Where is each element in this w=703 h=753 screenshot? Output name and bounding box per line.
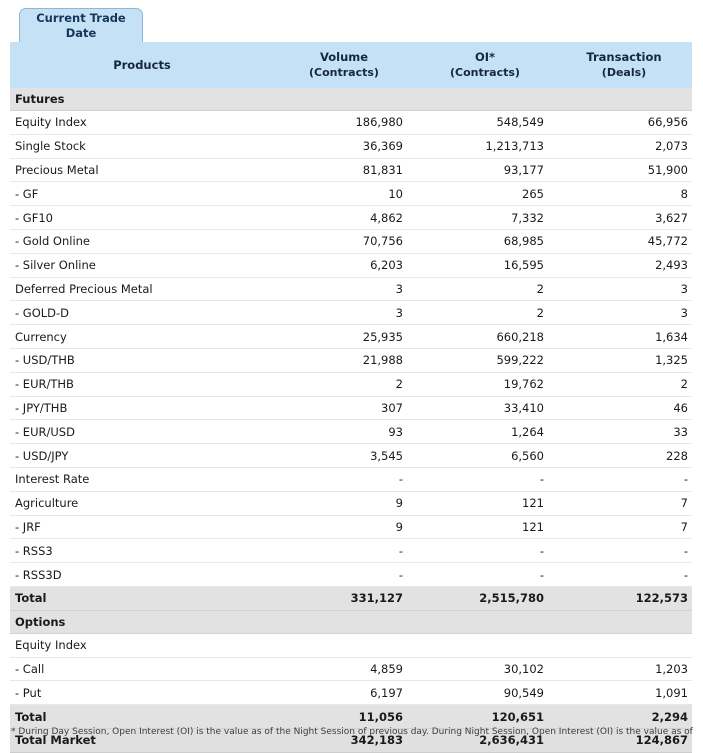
cell-volume: 186,980: [274, 111, 414, 135]
table-row[interactable]: [10, 158, 692, 182]
table-row[interactable]: [10, 206, 692, 230]
cell-transaction: 7: [556, 491, 692, 515]
table-row[interactable]: [10, 420, 692, 444]
table-row[interactable]: [10, 229, 692, 253]
cell-product: Equity Index: [10, 111, 274, 135]
cell-volume: 307: [274, 396, 414, 420]
table-row[interactable]: [10, 633, 692, 657]
cell-volume: 6,197: [274, 681, 414, 705]
cell-oi: 599,222: [414, 348, 556, 372]
cell-product: Total Market: [10, 728, 274, 752]
cell-product: Equity Index: [10, 633, 274, 657]
cell-volume: 3: [274, 277, 414, 301]
table-row[interactable]: [10, 563, 692, 587]
tab-title-label: Current Trade Date: [36, 11, 126, 40]
cell-volume: 93: [274, 420, 414, 444]
cell-transaction: 124,867: [556, 728, 692, 752]
cell-oi: 121: [414, 491, 556, 515]
cell-product: Precious Metal: [10, 158, 274, 182]
cell-product: - Call: [10, 657, 274, 681]
table-row[interactable]: [10, 444, 692, 468]
cell-oi: 120,651: [414, 705, 556, 729]
cell-oi: 1,213,713: [414, 134, 556, 158]
cell-transaction: 33: [556, 420, 692, 444]
table-row[interactable]: [10, 348, 692, 372]
cell-volume: 81,831: [274, 158, 414, 182]
cell-oi: 6,560: [414, 444, 556, 468]
table-row[interactable]: [10, 396, 692, 420]
cell-transaction: 1,325: [556, 348, 692, 372]
column-header-products[interactable]: [10, 42, 274, 88]
cell-product: Single Stock: [10, 134, 274, 158]
cell-volume: 342,183: [274, 728, 414, 752]
cell-transaction: -: [556, 539, 692, 563]
cell-transaction: 3: [556, 277, 692, 301]
table-row[interactable]: [10, 277, 692, 301]
cell-transaction: 122,573: [556, 586, 692, 610]
cell-volume: 25,935: [274, 325, 414, 349]
cell-product: - GF: [10, 182, 274, 206]
cell-volume: -: [274, 563, 414, 587]
cell-product: - GF10: [10, 206, 274, 230]
table-row[interactable]: [10, 539, 692, 563]
cell-product: - EUR/THB: [10, 372, 274, 396]
table-row[interactable]: [10, 467, 692, 491]
cell-volume: -: [274, 467, 414, 491]
cell-oi: 93,177: [414, 158, 556, 182]
cell-transaction: 51,900: [556, 158, 692, 182]
cell-transaction: 2,294: [556, 705, 692, 729]
cell-volume: 21,988: [274, 348, 414, 372]
cell-product: Deferred Precious Metal: [10, 277, 274, 301]
cell-product: - Silver Online: [10, 253, 274, 277]
cell-oi: [414, 633, 556, 657]
table-row[interactable]: [10, 372, 692, 396]
cell-oi: 660,218: [414, 325, 556, 349]
cell-transaction: 3,627: [556, 206, 692, 230]
cell-product: - RSS3D: [10, 563, 274, 587]
cell-product: - EUR/USD: [10, 420, 274, 444]
table-row[interactable]: [10, 111, 692, 135]
cell-oi: 2,515,780: [414, 586, 556, 610]
cell-volume: [274, 633, 414, 657]
oi-footnote: * During Day Session, Open Interest (OI) is the value as of the Night Session of previous day. During Night Session, Open Interest (OI) is the value as of: [11, 727, 693, 737]
cell-transaction: 66,956: [556, 111, 692, 135]
cell-oi: 2: [414, 277, 556, 301]
cell-transaction: [556, 633, 692, 657]
section-header-label: Futures: [10, 88, 692, 111]
cell-product: - JRF: [10, 515, 274, 539]
cell-oi: 121: [414, 515, 556, 539]
cell-transaction: 1,091: [556, 681, 692, 705]
section-total-row[interactable]: [10, 586, 692, 610]
table-row[interactable]: [10, 325, 692, 349]
cell-transaction: 1,203: [556, 657, 692, 681]
cell-product: Agriculture: [10, 491, 274, 515]
cell-volume: 331,127: [274, 586, 414, 610]
table-header: [10, 42, 692, 88]
cell-product: Interest Rate: [10, 467, 274, 491]
cell-volume: 70,756: [274, 229, 414, 253]
column-header-products-label: Products: [113, 58, 171, 72]
cell-transaction: 2: [556, 372, 692, 396]
section-header-label: Options: [10, 610, 692, 633]
cell-transaction: 1,634: [556, 325, 692, 349]
section-header-row: [10, 88, 692, 111]
column-header-oi[interactable]: [414, 42, 556, 88]
cell-product: Total: [10, 705, 274, 729]
cell-oi: -: [414, 539, 556, 563]
cell-volume: 3,545: [274, 444, 414, 468]
cell-volume: 9: [274, 515, 414, 539]
cell-transaction: 228: [556, 444, 692, 468]
column-header-volume-unit: (Contracts): [309, 66, 379, 79]
cell-transaction: 3: [556, 301, 692, 325]
cell-transaction: 2,073: [556, 134, 692, 158]
cell-volume: 2: [274, 372, 414, 396]
cell-volume: 11,056: [274, 705, 414, 729]
cell-product: - Put: [10, 681, 274, 705]
cell-oi: 2,636,431: [414, 728, 556, 752]
cell-product: Total: [10, 586, 274, 610]
column-header-transaction[interactable]: [556, 42, 692, 88]
column-header-volume[interactable]: [274, 42, 414, 88]
cell-oi: 265: [414, 182, 556, 206]
cell-volume: 36,369: [274, 134, 414, 158]
tab-strip: [0, 0, 703, 42]
cell-transaction: 8: [556, 182, 692, 206]
section-header-row: [10, 610, 692, 633]
table-row[interactable]: [10, 134, 692, 158]
cell-product: - JPY/THB: [10, 396, 274, 420]
cell-product: - USD/JPY: [10, 444, 274, 468]
cell-oi: 30,102: [414, 657, 556, 681]
cell-oi: 548,549: [414, 111, 556, 135]
column-header-volume-label: Volume: [319, 50, 369, 64]
cell-oi: -: [414, 467, 556, 491]
table-row[interactable]: [10, 657, 692, 681]
table-row[interactable]: [10, 515, 692, 539]
cell-oi: 33,410: [414, 396, 556, 420]
table-row[interactable]: [10, 491, 692, 515]
column-header-transaction-label: Transaction: [586, 50, 662, 64]
cell-product: Currency: [10, 325, 274, 349]
section-total-row[interactable]: [10, 705, 692, 729]
column-header-oi-unit: (Contracts): [450, 66, 520, 79]
cell-oi: 90,549: [414, 681, 556, 705]
cell-oi: 7,332: [414, 206, 556, 230]
cell-oi: 1,264: [414, 420, 556, 444]
cell-oi: 2: [414, 301, 556, 325]
column-header-transaction-unit: (Deals): [601, 66, 647, 79]
cell-transaction: -: [556, 563, 692, 587]
cell-volume: 4,862: [274, 206, 414, 230]
cell-volume: 6,203: [274, 253, 414, 277]
cell-oi: 68,985: [414, 229, 556, 253]
cell-transaction: 2,493: [556, 253, 692, 277]
cell-product: - GOLD-D: [10, 301, 274, 325]
column-header-oi-label: OI*: [474, 50, 496, 64]
cell-oi: 16,595: [414, 253, 556, 277]
table-body: [10, 88, 692, 752]
cell-transaction: -: [556, 467, 692, 491]
cell-product: - USD/THB: [10, 348, 274, 372]
cell-volume: 3: [274, 301, 414, 325]
table-row[interactable]: [10, 182, 692, 206]
cell-transaction: 45,772: [556, 229, 692, 253]
cell-transaction: 7: [556, 515, 692, 539]
tab-current-trade-date[interactable]: [19, 8, 143, 42]
cell-volume: -: [274, 539, 414, 563]
cell-volume: 4,859: [274, 657, 414, 681]
table-header-row: [10, 42, 692, 88]
cell-volume: 9: [274, 491, 414, 515]
table-row[interactable]: [10, 253, 692, 277]
table-row[interactable]: [10, 681, 692, 705]
cell-product: - RSS3: [10, 539, 274, 563]
table-row[interactable]: [10, 301, 692, 325]
cell-product: - Gold Online: [10, 229, 274, 253]
cell-transaction: 46: [556, 396, 692, 420]
statistics-table: [10, 42, 692, 753]
cell-oi: -: [414, 563, 556, 587]
statistics-table-container: [10, 42, 692, 753]
cell-oi: 19,762: [414, 372, 556, 396]
cell-volume: 10: [274, 182, 414, 206]
